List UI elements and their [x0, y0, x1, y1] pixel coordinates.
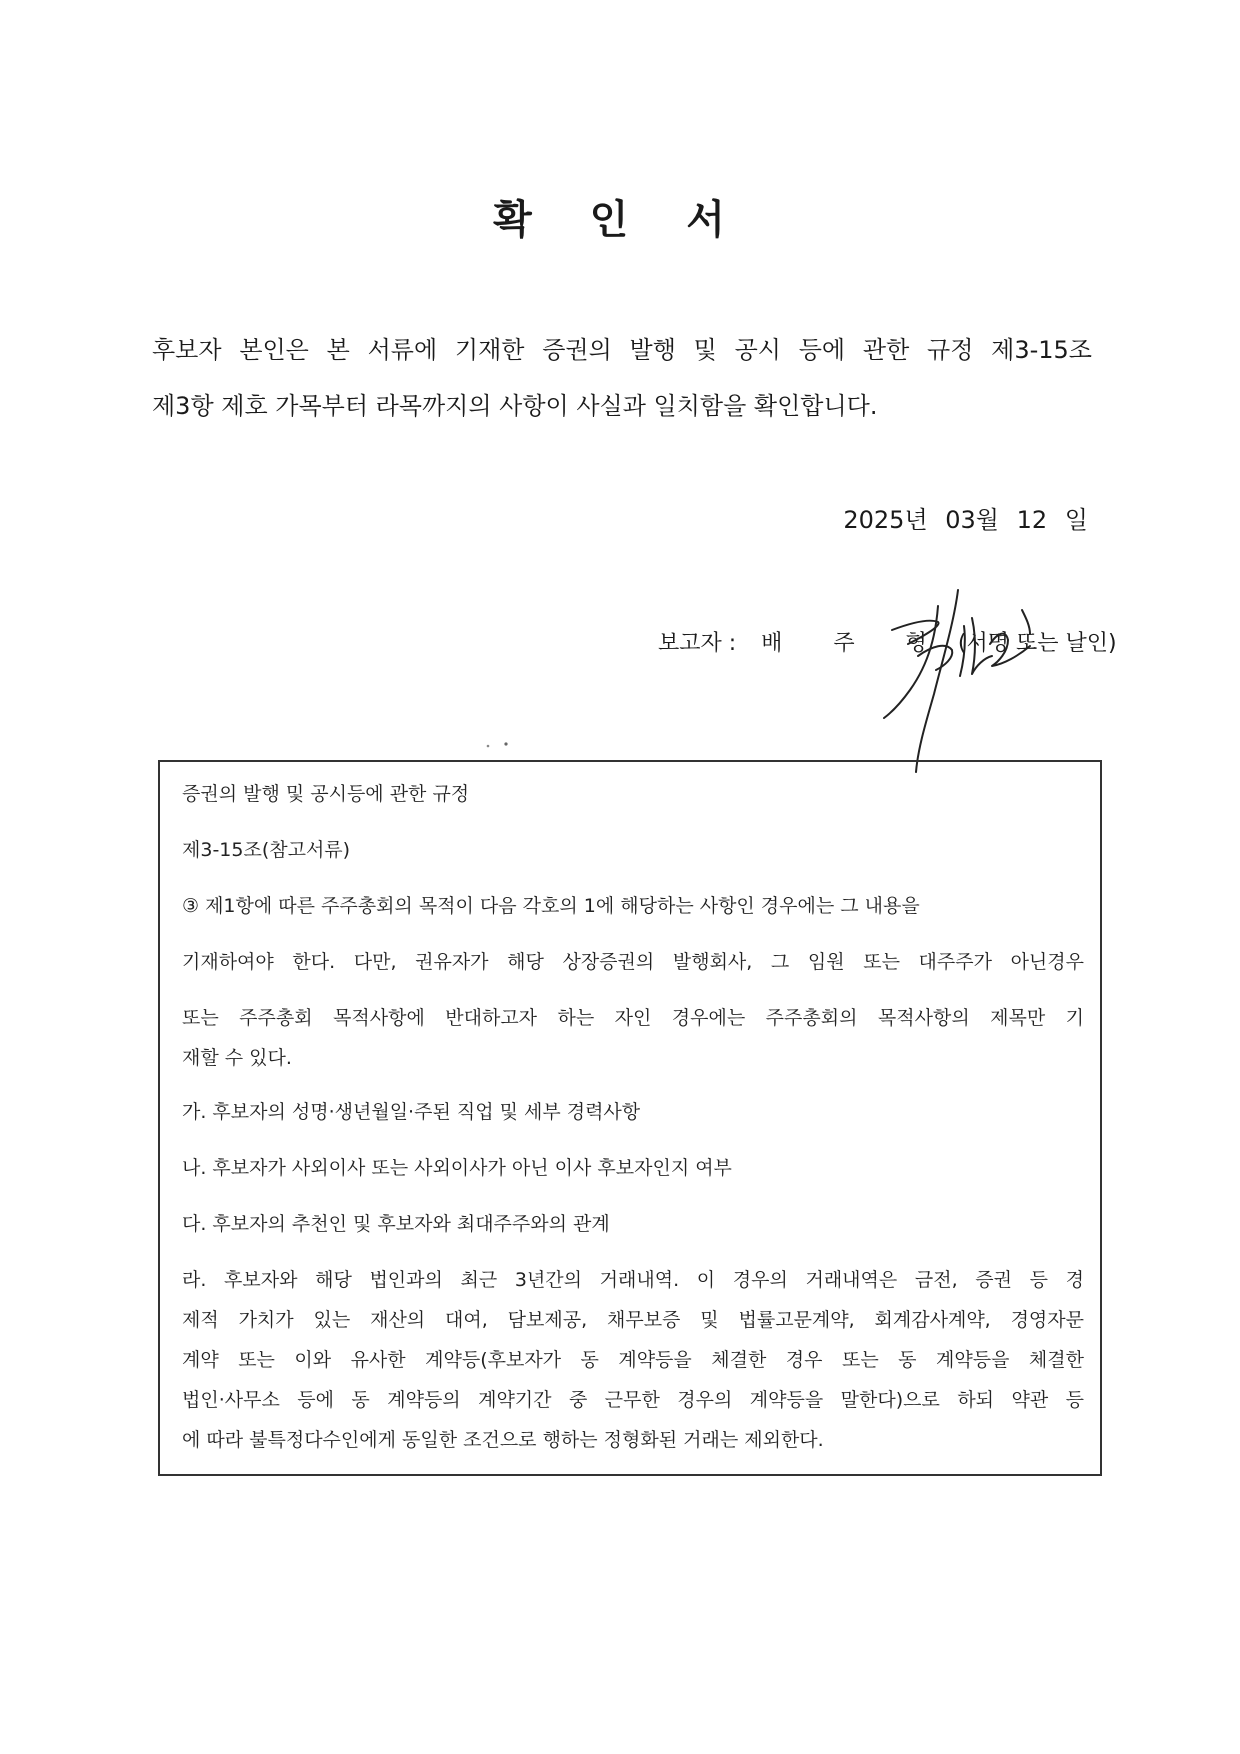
date-month: 03월: [945, 506, 999, 534]
list-item-ga: 가. 후보자의 성명·생년월일·주된 직업 및 세부 경력사항: [182, 1101, 641, 1123]
regulation-text: [182, 774, 1084, 1460]
list-item-ra-line: 에 따라 불특정다수인에게 동일한 조건으로 행하는 정형화된 거래는 제외한다.: [182, 1429, 824, 1451]
paragraph-line: ③ 제1항에 따른 주주총회의 목적이 다음 각호의 1에 해당하는 사항인 경우에는 그 내용을: [182, 895, 920, 917]
date-year: 2025년: [843, 506, 928, 534]
document-date: [843, 500, 1088, 535]
list-item-ra-line: 제적 가치가 있는 재산의 대여, 담보제공, 채무보증 및 법률고문계약, 회계감사계약, 경영자문: [182, 1309, 1084, 1331]
list-item-na: 나. 후보자가 사외이사 또는 사외이사가 아닌 이사 후보자인지 여부: [182, 1157, 732, 1179]
paragraph-line: 재할 수 있다.: [182, 1047, 292, 1069]
reporter-label: 보고자 :: [658, 631, 737, 656]
list-item-ra-line: 법인·사무소 등에 동 계약등의 계약기간 중 근무한 경우의 계약등을 말한다)으로 하되 약관 등: [182, 1389, 1084, 1411]
signature-note: (서명 또는 날인): [957, 631, 1117, 656]
regulation-article: 제3-15조(참고서류): [182, 839, 351, 861]
regulation-reference-box: [158, 760, 1102, 1476]
statement-line: 제3항 제호 가목부터 라목까지의 사항이 사실과 일치함을 확인합니다.: [152, 392, 878, 420]
handwritten-signature: [880, 582, 1070, 782]
list-item-da: 다. 후보자의 추천인 및 후보자와 최대주주와의 관계: [182, 1213, 610, 1235]
list-item-ra-line: 라. 후보자와 해당 법인과의 최근 3년간의 거래내역. 이 경우의 거래내역은 금전, 증권 등 경: [182, 1269, 1084, 1291]
regulation-heading: 증권의 발행 및 공시등에 관한 규정: [182, 783, 470, 805]
statement-line: 후보자 본인은 본 서류에 기재한 증권의 발행 및 공시 등에 관한 규정 제3-15조: [152, 336, 1092, 364]
date-day: 12 일: [1016, 506, 1088, 534]
document-title: 확 인 서: [493, 197, 747, 243]
reporter-name: 배 주 형: [761, 631, 949, 656]
paragraph-line: 기재하여야 한다. 다만, 권유자가 해당 상장증권의 발행회사, 그 임원 또는 대주주가 아닌경우: [182, 951, 1084, 973]
list-item-ra-line: 계약 또는 이와 유사한 계약등(후보자가 동 계약등을 체결한 경우 또는 동 계약등을 체결한: [182, 1349, 1084, 1371]
paragraph-line: 또는 주주총회 목적사항에 반대하고자 하는 자인 경우에는 주주총회의 목적사항의 제목만 기: [182, 1007, 1084, 1029]
scan-marks: [484, 740, 514, 750]
confirmation-statement: [152, 322, 1092, 434]
